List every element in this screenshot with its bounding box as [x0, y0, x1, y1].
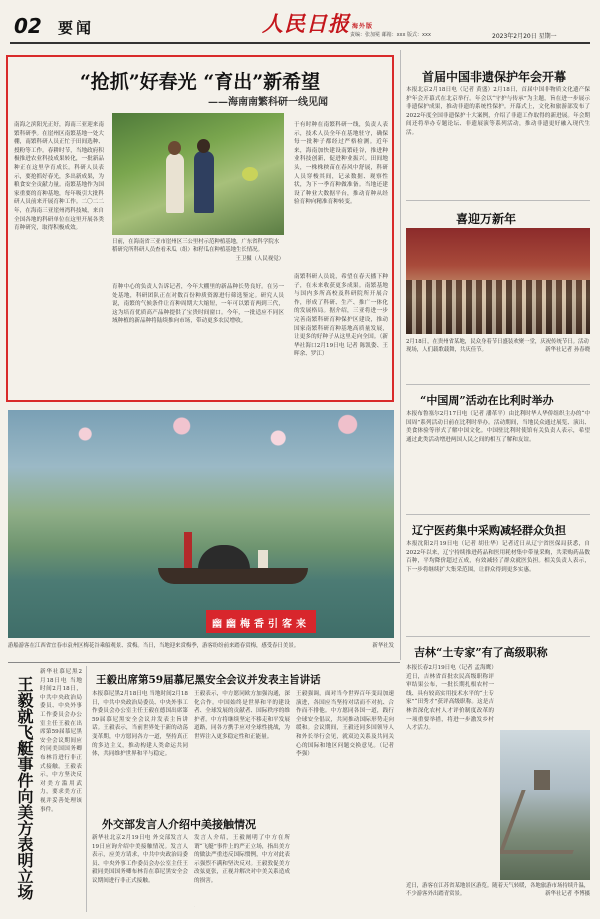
- person-head-right: [197, 139, 210, 153]
- editors-line: 责编：张加冕 邮箱：xxx 版式：xxx: [350, 32, 431, 38]
- vertical-story-body: 新华社慕尼黑2月18日电 当地时间2月18日，中共中央政治局委员、中央外事工作委员会办公室主任王毅在出席第59届慕尼黑安全会议期间应约同美国国务卿布林肯进行非正式接触。王毅表示，中方坚决反对美方滥用武力，要求美方正视并妥善处理该事件。: [40, 669, 82, 813]
- story5-caption: [406, 882, 590, 912]
- section-name: 要闻: [58, 19, 95, 37]
- masthead: [0, 0, 600, 44]
- wall-path: [500, 790, 590, 854]
- crowd: [406, 280, 590, 334]
- boat-canopy: [198, 545, 250, 569]
- story4-body: 本报沈阳2月19日电（记者 胡仕华）记者近日从辽宁省医保局获悉，自2022年以来，辽宁持续推进药品和医用耗材集中带量采购，共采购药品数百种，平均降价超过五成，有效减轻了群众就医负担。相关负责人表示，下一步将继续扩大集采范围，让群众得到更多实惠。: [406, 541, 590, 573]
- boatman: [184, 532, 192, 568]
- photo-spread-credit: 新华社发: [372, 643, 394, 649]
- story-b-col1: 新华社北京2月19日电 外交部发言人19日应询介绍中美接触情况。发言人表示，应美方请求，中共中央政治局委员、中央外事工作委员会办公室主任王毅同美国国务卿布林肯在慕尼黑安全会议期间进行非正式接触。: [92, 835, 188, 884]
- story2-credit: 新华社记者 孙春晓: [545, 347, 590, 354]
- vertical-headline[interactable]: 王毅就飞艇事件向美方表明立场: [15, 676, 34, 900]
- logo-text: 人民日报: [262, 11, 350, 36]
- story1-rule: [406, 200, 590, 201]
- lead-photo-caption: [112, 238, 284, 280]
- wall-tower: [534, 770, 550, 790]
- lead-body-col3: 于有时种在南繁科研一线，负责人表示，技术人员全年在基地驻守，确保每一批种子都经过严格检测。近年来，海南加快建设南繁硅谷，推进种业科技创新，促进种业振兴。田间地头，一株株秧苗在春风中舒展，科研人员穿梭其间，记录数据、观察性状，为下一季育种做准备。当地还建设了种业大数据平台，推动育种从经验育种向精准育种转变。: [294, 122, 388, 206]
- lead-photo: [112, 113, 284, 235]
- lead-photo-credit: 王卫摄（人民视觉）: [235, 255, 284, 262]
- story-a-col2: 王毅表示，中方愿同欧方加强沟通，深化合作。中国始终是世界和平的建设者、全球发展的贡献者、国际秩序的维护者。中方将继续坚定不移走和平发展道路，同各方携手应对全球性挑战，为世界注入更多稳定性和正能量。: [194, 691, 290, 740]
- story2-caption: [406, 338, 590, 378]
- person-head-left: [168, 141, 181, 155]
- blossom-branches: [8, 410, 394, 490]
- passenger: [258, 550, 268, 568]
- date-line: 2023年2月20日 星期一: [492, 33, 557, 40]
- story-a-headline[interactable]: 王毅出席第59届慕尼黑安全会议并发表主旨讲话: [96, 674, 321, 686]
- great-wall-photo: [500, 730, 590, 880]
- story2-caption-text: 2月18日，在贵州省某地，民众身着节日盛装欢聚一堂，庆祝传统节日。活动现场，人们载歌载舞，共庆佳节。: [406, 339, 589, 354]
- story4-rule: [406, 636, 590, 637]
- photo-spread-caption: [8, 642, 394, 660]
- story-b-col3: [194, 906, 195, 907]
- column-divider: [400, 50, 401, 660]
- lead-body-col1: 南海之滨阳光正好，海南三亚迎来南繁科研季。在崖州区南繁基地一处大棚，南繁科研人员正忙于田间选种、授粉等工作。春耕时节，当地政府积极推进农业科技成果转化，一批新品种正在这里孕育成长。科研人员表示，要抢抓好春光，多出新成果，为粮食安全贡献力量。南繁基地作为国家重要的育种基地，每年吸引大批科研人员前来开展育种工作。二〇二二年，在海南三亚崖州湾科技城，来自全国各地的科研单位在这里开展各类育种研究，取得积极成效。: [14, 122, 104, 232]
- story5-body: 本报长春2月19日电（记者 孟海鹰）近日，吉林省首批农民高级职称评审结果公布，一批长期扎根农村一线、具有较高实用技术水平的“土专家”“田秀才”获评高级职称。这是吉林省深化农村人才评价制度改革的一项重要举措，将进一步激发乡村人才活力。: [406, 665, 494, 732]
- story5-headline[interactable]: 吉林“土专家”有了高级职称: [414, 646, 548, 659]
- person-figure-right: [194, 151, 214, 213]
- bottom-divider: [86, 666, 87, 912]
- page-number: 02: [14, 14, 42, 38]
- story1-headline[interactable]: 首届中国非遗保护年会开幕: [422, 70, 567, 84]
- story5-caption-text: 近日，游客在江苏省某地景区游览。随着天气转暖，各地旅游市场持续升温，不少游客外出踏青赏景。: [406, 883, 590, 898]
- photo-spread-label: [206, 610, 316, 633]
- story3-body: 本报布鲁塞尔2月17日电（记者 潘革平）由比利时华人华侨组织主办的“中国周”系列活动日前在比利时举办。活动期间，当地民众通过展览、演出、美食体验等形式了解中国文化。中国驻比利时使馆有关负责人表示，希望通过此类活动增进两国人民之间的相互了解和友谊。: [406, 411, 590, 443]
- bottom-rule: [8, 662, 400, 663]
- masthead-rule: [10, 42, 590, 44]
- story-a-col3: 王毅强调，面对当今世界百年变局加速演进，各国应当坚持对话而不对抗、合作而不排他。中方愿同各国一道，践行全球安全倡议，共同推动国际形势走向缓和。会议期间，王毅还同多国领导人和外长举行会见，就双边关系及共同关心的国际和地区问题交换意见。（记者 李强）: [296, 691, 394, 758]
- photo-spread-label-text: 幽幽梅香引客来: [212, 619, 310, 630]
- story4-headline[interactable]: 辽宁医药集中采购减轻群众负担: [412, 524, 566, 537]
- story2-headline[interactable]: 喜迎万新年: [456, 212, 517, 226]
- story5-credit: 新华社记者 李博摄: [545, 891, 590, 898]
- story2-rule: [406, 384, 590, 385]
- story-b-headline[interactable]: 外交部发言人介绍中美接触情况: [102, 818, 256, 831]
- story3-headline[interactable]: “中国周”活动在比利时举办: [420, 394, 554, 407]
- boat: [158, 568, 308, 584]
- melon-fruit: [242, 167, 258, 181]
- edition-label: 海外版: [352, 23, 374, 30]
- story3-rule: [406, 514, 590, 515]
- story-b-col2: 发言人介绍，王毅阐明了中方在所谓“飞艇”事件上的严正立场，指出美方的做法严重违反国际惯例，中方对此表示强烈不满和坚决反对。王毅敦促美方改弦更张，正视并解决对中美关系造成的损害。: [194, 835, 290, 884]
- story1-body: 本报北京2月18日电（记者 黄盛）2月18日，首届中国非物质文化遗产保护年会开幕式在北京举行。年会以“守护与传承”为主题，旨在进一步展示非遗保护成果，推动非遗的系统性保护。开幕式上，文化和旅游部发布了2022年度全国非遗保护十大案例，介绍了非遗工作取得的新进展。年会期间还将举办专题论坛、非遗展演等系列活动，推动非遗更好融入现代生活。: [406, 87, 590, 136]
- person-figure-left: [166, 153, 184, 213]
- photo-spread-caption-text: 游船游客在江西省宜春市袁州区梅花谷乘船观景、赏梅。当日，当地迎来赏梅季，游客纷纷前来踏春赏梅，感受春日美景。: [8, 643, 300, 649]
- plum-blossom-photo: [8, 410, 394, 638]
- lead-body-col2: 育种中心的负责人告诉记者，今年大棚里的新品种长势良好。在另一处基地，科研团队正在对数百份种质资源进行筛选鉴定。研究人员说，南繁的气候条件让育种周期大大缩短，一年可以繁育两到三代，这为培育优质高产品种提供了宝贵时间窗口。今年，一批适应不同区域种植的新品种将陆续推向市场，带动更多农民增收。: [112, 284, 284, 325]
- lead-story: [6, 55, 394, 402]
- lead-body-col4: 南繁科研人员说，希望在春天播下种子，在未来收获更多成果。南繁基地与国内多所高校及科研院所开展合作，形成了科研、生产、推广一体化的发展格局。据介绍，三亚将进一步完善南繁科研育种保护区建设，推动国家南繁科研育种基地高质量发展，让更多的好种子从这里走向全国。（新华社海口2月19日电 记者 陈凯姿、王晖余、罗江）: [294, 274, 388, 358]
- story-a-col1: 本报慕尼黑2月18日电 当地时间2月18日，中共中央政治局委员、中央外事工作委员会办公室主任王毅在德国出席第59届慕尼黑安全会议并发表主旨讲话。王毅表示，当前世界处于新的动荡变革期，中方愿同各方一道，坚持真正的多边主义，推动构建人类命运共同体，共同维护世界和平与稳定。: [92, 691, 188, 758]
- festival-photo: [406, 228, 590, 334]
- lead-subhead: ——海南南繁科研一线见闻: [208, 97, 328, 108]
- lead-photo-caption-text: 日前，在海南省三亚市崖州区三公里村示范种植基地，广东省科学院水稻研究所科研人员查看禾瓜（组）和籽瓜在种植基地生长情况。: [112, 239, 280, 254]
- lead-headline[interactable]: “抢抓”好春光 “育出”新希望: [79, 71, 321, 93]
